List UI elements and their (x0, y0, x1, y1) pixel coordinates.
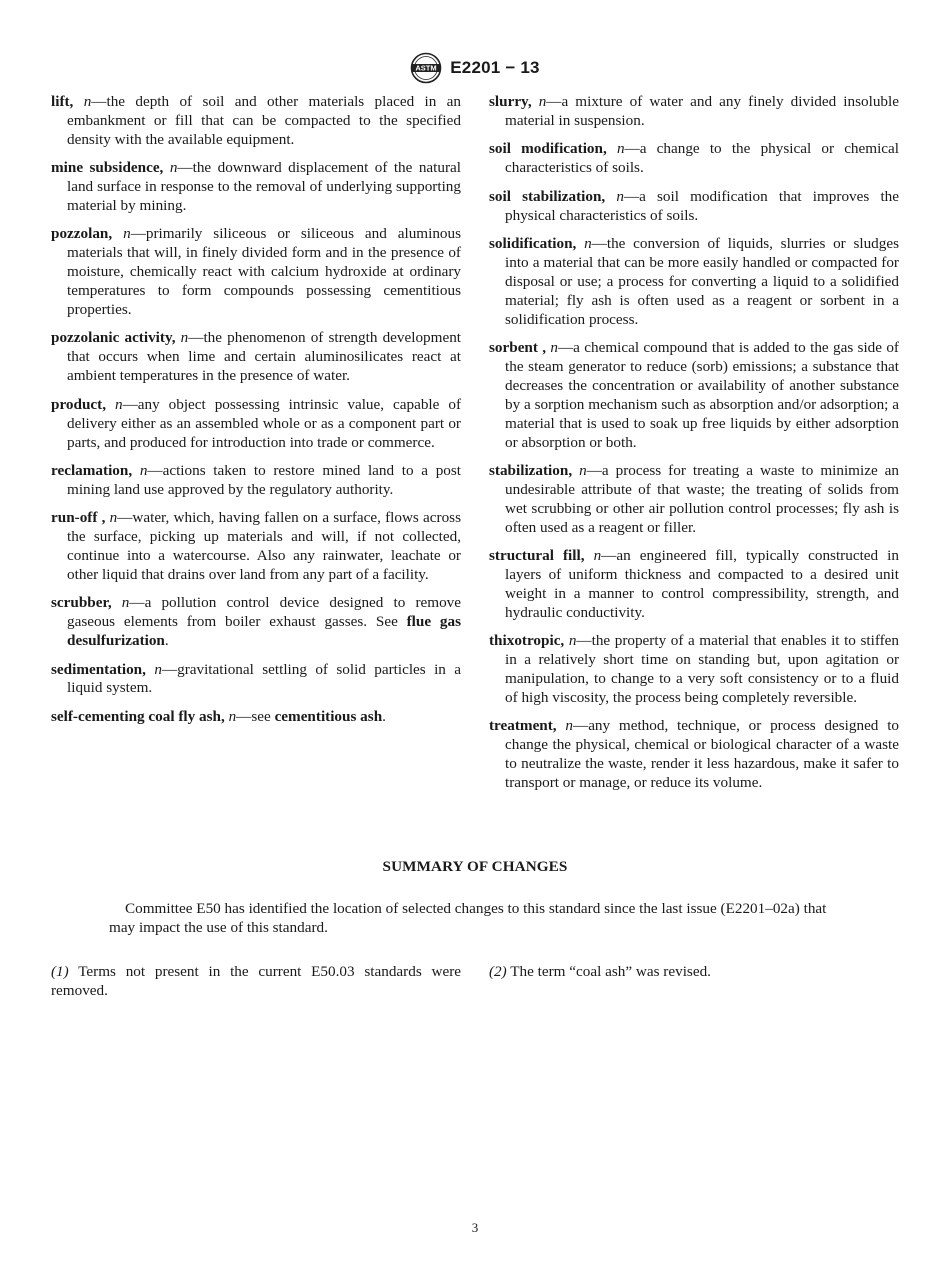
definition-text: —gravitational settling of solid particles in a liquid system. (67, 660, 462, 697)
definition-text: —the conversion of liquids, slurries or sludges into a material that can be more easily handled or compacted for disposal or use; a process for converting a liquid to a solidified material; fly ash is often used as a reagent or sorbent in a solidification process. (505, 234, 900, 328)
part-of-speech: n (550, 338, 558, 356)
definition-text: —a soil modification that improves the physical characteristics of soils. (505, 187, 899, 224)
definition-text: —any object possessing intrinsic value, capable of delivery either as an assembled whole or as a component part or parts, and produced for introduction into trade or commerce. (67, 395, 462, 451)
part-of-speech: n (616, 187, 624, 205)
definitions-columns (51, 93, 899, 802)
definition-entry (51, 509, 461, 585)
term: solidification, (489, 234, 577, 252)
definition-entry (51, 462, 461, 500)
term: mine subsidence, (51, 159, 164, 177)
definition-text: —any method, technique, or process designed to change the physical, chemical or biological character of a waste to neutralize the waste, render it less hazardous, make it safer to transport or manage, or reduce its volume. (505, 717, 900, 791)
term: treatment, (489, 717, 557, 735)
part-of-speech: n (180, 329, 189, 347)
left-column (51, 93, 461, 802)
document-id: E2201 − 13 (450, 58, 540, 77)
term: self-cementing coal fly ash, (51, 707, 225, 725)
definition-text: —primarily siliceous or siliceous and aluminous materials that will, in finely divided form and in the presence of moisture, chemically react with calcium hydroxide at ordinary temperatures to form compounds possessing cementitious properties. (67, 225, 462, 319)
term: sorbent , (489, 338, 547, 356)
definition-entry (51, 93, 461, 150)
definition-text: —the downward displacement of the natural land surface in response to the removal of underlying supporting material by mining. (67, 159, 461, 215)
astm-logo-icon (410, 52, 442, 84)
definition-entry (489, 188, 899, 226)
summary-title: SUMMARY OF CHANGES (382, 858, 568, 875)
definition-suffix: . (382, 707, 386, 725)
part-of-speech: n (139, 461, 148, 479)
term: lift, (51, 93, 74, 110)
definition-entry (51, 708, 461, 727)
page-number: 3 (471, 1220, 479, 1235)
cross-reference: cementitious ash (274, 707, 383, 725)
term: run-off , (51, 509, 106, 527)
part-of-speech: n (169, 159, 178, 177)
definition-entry (51, 329, 461, 386)
part-of-speech: n (584, 234, 592, 252)
definition-text: —actions taken to restore mined land to a post mining land use approved by the regulatory authority. (67, 461, 462, 498)
term: pozzolan, (51, 225, 113, 243)
definition-text: —water, which, having fallen on a surface, flows across the surface, picking up materials and will, if not collected, continue into a watercourse. Also any rainwater, leachate or other liquid that drains over land from any part of a facility. (67, 509, 461, 583)
term: reclamation, (51, 461, 133, 479)
definition-text: —see (236, 707, 275, 725)
part-of-speech: n (109, 509, 118, 527)
definition-text: —an engineered fill, typically constructed in layers of uniform thickness and compacted to a desired unit weight in a manner to control compressibility, strength, and hydraulic conductivity. (505, 547, 899, 621)
definition-entry (489, 547, 899, 623)
term: structural fill, (489, 547, 585, 565)
part-of-speech: n (593, 547, 602, 565)
definition-entry (489, 140, 899, 178)
definition-suffix: . (164, 632, 169, 650)
part-of-speech: n (616, 140, 625, 158)
definition-text: —a pollution control device designed to remove gaseous elements from boiler exhaust gasses. See (67, 594, 462, 631)
part-of-speech: n (565, 717, 573, 735)
definition-text: —a chemical compound that is added to the gas side of the steam generator to reduce (sorb) emissions; a substance that decreases the concentration or availability of another substance by a sorption mechanism such as absorption and/or adsorption; a material that is used to soak up free liquids by either adsorption or absorption or both. (505, 338, 899, 451)
definition-entry (489, 339, 899, 452)
cross-reference: flue gas desulfurization (67, 613, 461, 650)
definition-entry (51, 396, 461, 453)
definition-entry (51, 661, 461, 699)
change-item (489, 962, 899, 1000)
definition-text: —a mixture of water and any finely divided insoluble material in suspension. (505, 93, 899, 129)
definition-entry (489, 93, 899, 131)
term: soil modification, (489, 140, 607, 158)
definition-text: —the depth of soil and other materials placed in an embankment or fill that can be compacted to the specified density with the available equipment. (67, 93, 462, 148)
definition-entry (51, 594, 461, 651)
part-of-speech: n (123, 225, 131, 243)
part-of-speech: n (568, 632, 577, 650)
definition-entry (489, 717, 899, 793)
change-number: (2) (489, 963, 507, 980)
change-item (51, 962, 461, 1000)
term: scrubber, (51, 594, 112, 612)
definition-text: —the property of a material that enables it to stiffen in a relatively short time on standing but, upon agitation or manipulation, to change to a very soft consistency or to a fluid of high viscosity, the process being completely reversible. (505, 632, 899, 706)
part-of-speech: n (83, 93, 92, 110)
part-of-speech: n (121, 594, 130, 612)
term: sedimentation, (51, 660, 146, 678)
summary-intro: Committee E50 has identified the location of selected changes to this standard since the last issue (E2201–02a) that may impact the use of this standard. (109, 900, 827, 936)
definition-entry (51, 225, 461, 320)
right-column (489, 93, 899, 802)
page-header (0, 52, 950, 89)
definition-entry (51, 159, 461, 216)
definition-text: —a process for treating a waste to minimize an undesirable attribute of that waste; the treating of solids from wet scrubbing or other air pollution control processes; fly ash is often used as a reagent or filler. (505, 461, 900, 536)
definition-entry (489, 235, 899, 330)
definition-text: —a change to the physical or chemical characteristics of soils. (505, 140, 899, 177)
change-text: Terms not present in the current E50.03 standards were removed. (51, 963, 461, 999)
part-of-speech: n (538, 93, 547, 110)
definition-entry (489, 462, 899, 538)
part-of-speech: n (154, 660, 162, 678)
term: thixotropic, (489, 632, 565, 650)
definition-text: —the phenomenon of strength development that occurs when lime and certain aluminosilicates react at ambient temperatures in the presence of water. (67, 329, 462, 385)
part-of-speech: n (579, 461, 587, 479)
term: product, (51, 395, 106, 413)
term: soil stabilization, (489, 187, 606, 205)
part-of-speech: n (114, 395, 123, 413)
change-number: (1) (51, 963, 69, 980)
definition-entry (489, 632, 899, 708)
summary-changes (51, 962, 899, 1000)
term: slurry, (489, 93, 532, 110)
part-of-speech: n (228, 707, 237, 725)
svg-text:ASTM: ASTM (415, 63, 437, 73)
change-text: The term “coal ash” was revised. (506, 963, 711, 980)
term: stabilization, (489, 461, 573, 479)
term: pozzolanic activity, (51, 329, 176, 347)
